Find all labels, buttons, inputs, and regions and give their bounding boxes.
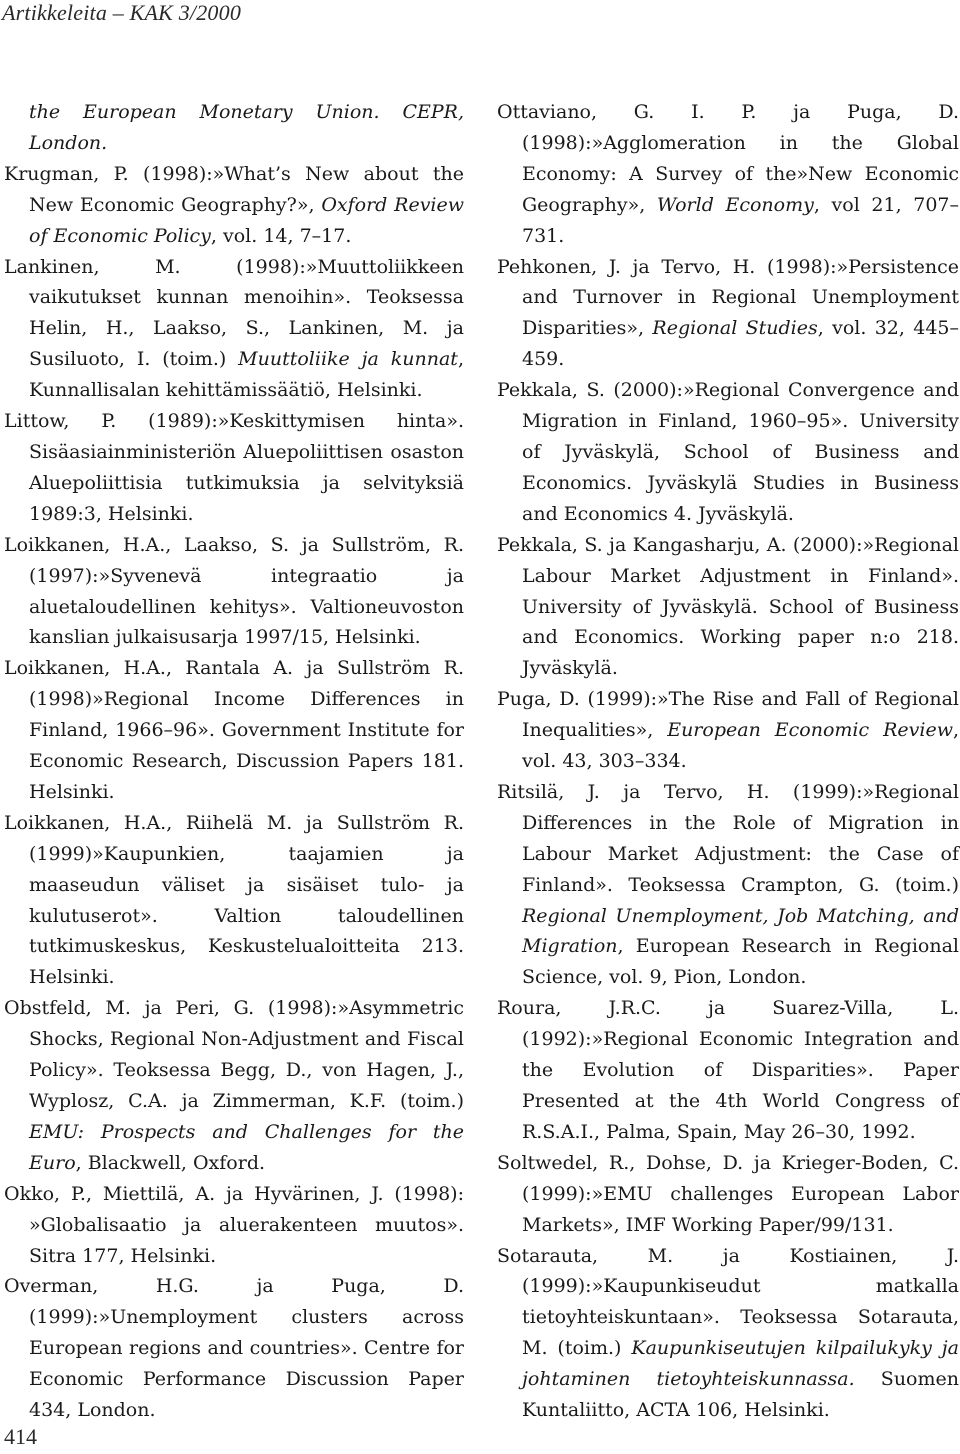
reference-text: Pekkala, S. ja Kangasharju, A. (2000):»Regional Labour Market Adjustment in Finland». University of Jyväskylä. School of Business and Economics. Working paper n:o 218. Jyväskylä. — [497, 533, 959, 680]
reference-title: the European Monetary Union. CEPR, London. — [29, 101, 464, 154]
reference-entry — [497, 530, 959, 685]
reference-entry — [497, 993, 959, 1148]
reference-text: Roura, J.R.C. ja Suarez-Villa, L. (1992):»Regional Economic Integration and the Evolution of Disparities». Paper Presented at the 4th World Congress of R.S.A.I., Palma, Spain, May 26–30, 1992. — [497, 997, 959, 1143]
reference-text: Loikkanen, H.A., Riihelä M. ja Sullström R. (1999)»Kaupunkien, taajamien ja maaseudun väliset ja sisäiset tulo- ja kulutuserot». Valtion taloudellinen tutkimuskeskus, Keskustelualoitteita 213. Helsinki. — [4, 811, 464, 989]
reference-text: , vol. 14, 7–17. — [210, 224, 352, 247]
reference-entry — [4, 993, 464, 1178]
reference-title: Kaupunkiseutujen kilpailukyky ja johtaminen tietoyhteiskunnassa. — [522, 1337, 959, 1391]
reference-entry — [4, 1271, 464, 1426]
reference-title: Regional Unemployment, Job Matching, and Migration — [522, 904, 959, 958]
reference-text: Puga, D. (1999):»The Rise and Fall of Regional Inequalities», — [497, 688, 959, 742]
reference-entry — [4, 1179, 464, 1272]
reference-entry — [4, 159, 464, 252]
references-left-column — [4, 97, 464, 1426]
reference-entry — [497, 1148, 959, 1241]
reference-title: Muuttoliike ja kunnat — [238, 348, 458, 371]
reference-text: , vol. 43, 303–334. — [522, 719, 959, 773]
reference-text: , vol 21, 707–731. — [522, 193, 959, 247]
reference-title: Regional Studies — [652, 317, 818, 340]
reference-text: Pehkonen, J. ja Tervo, H. (1998):»Persistence and Turnover in Regional Unemployment Disparities», — [497, 255, 959, 340]
reference-text: Krugman, P. (1998):»What’s New about the New Economic Geography?», — [4, 162, 464, 216]
reference-text: , vol. 32, 445–459. — [522, 317, 959, 371]
reference-entry — [497, 1241, 959, 1426]
reference-title: World Economy — [656, 193, 814, 216]
references-right-column — [497, 97, 959, 1426]
reference-entry — [497, 375, 959, 530]
reference-text: Loikkanen, H.A., Laakso, S. ja Sullström, R. (1997):»Syvenevä integraatio ja aluetaloudellinen kehitys». Valtioneuvoston kanslian julkaisusarja 1997/15, Helsinki. — [4, 533, 464, 649]
reference-text: Okko, P., Miettilä, A. ja Hyvärinen, J. (1998): »Globalisaatio ja aluerakenteen muutos». Sitra 177, Helsinki. — [4, 1182, 464, 1267]
running-header: Artikkeleita – KAK 3/2000 — [2, 0, 242, 25]
reference-text: Soltwedel, R., Dohse, D. ja Krieger-Boden, C. (1999):»EMU challenges European Labor Markets», IMF Working Paper/99/131. — [497, 1151, 959, 1236]
reference-text: , Kunnallisalan kehittämissäätiö, Helsinki. — [29, 348, 464, 402]
reference-entry — [497, 252, 959, 376]
reference-title: European Economic Review — [667, 719, 953, 742]
reference-text: Obstfeld, M. ja Peri, G. (1998):»Asymmetric Shocks, Regional Non-Adjustment and Fiscal Policy». Teoksessa Begg, D., von Hagen, J., Wyplosz, C.A. ja Zimmerman, K.F. (toim.) — [4, 997, 464, 1112]
reference-entry — [497, 777, 959, 993]
reference-entry — [497, 97, 959, 252]
reference-entry — [4, 653, 464, 808]
reference-text: Lankinen, M. (1998):»Muuttoliikkeen vaikutukset kunnan menoihin». Teoksessa Helin, H., Laakso, S., Lankinen, M. ja Susiluoto, I. (toim.) — [4, 255, 464, 371]
reference-text: , Blackwell, Oxford. — [75, 1151, 266, 1174]
reference-entry — [4, 97, 464, 159]
reference-text: Littow, P. (1989):»Keskittymisen hinta». Sisäasiainministeriön Aluepoliittisen osaston Aluepoliittisia tutkimuksia ja selvityksiä 1989:3, Helsinki. — [4, 410, 464, 525]
reference-text: Ritsilä, J. ja Tervo, H. (1999):»Regional Differences in the Role of Migration in Labour Market Adjustment: the Case of Finland». Teoksessa Crampton, G. (toim.) — [497, 780, 959, 896]
reference-entry — [497, 684, 959, 777]
reference-text: Overman, H.G. ja Puga, D. (1999):»Unemployment clusters across European regions and countries». Centre for Economic Performance Discussion Paper 434, London. — [4, 1275, 464, 1422]
reference-entry — [4, 252, 464, 407]
page-number: 414 — [4, 1424, 37, 1449]
reference-title: EMU: Prospects and Challenges for the Euro — [29, 1120, 464, 1174]
reference-text: Pekkala, S. (2000):»Regional Convergence and Migration in Finland, 1960–95». University of Jyväskylä, School of Business and Economics. Jyväskylä Studies in Business and Economics 4. Jyväskylä. — [497, 379, 959, 525]
reference-text: Loikkanen, H.A., Rantala A. ja Sullström R. (1998)»Regional Income Differences in Finland, 1966–96». Government Institute for Economic Research, Discussion Papers 181. Helsinki. — [4, 657, 464, 803]
reference-entry — [4, 808, 464, 993]
reference-title: Oxford Review of Economic Policy — [29, 193, 465, 247]
reference-entry — [4, 406, 464, 530]
reference-text: Suomen Kuntaliitto, ACTA 106, Helsinki. — [522, 1368, 959, 1422]
reference-entry — [4, 530, 464, 654]
reference-text: , European Research in Regional Science, vol. 9, Pion, London. — [522, 935, 959, 989]
reference-text: Sotarauta, M. ja Kostiainen, J. (1999):»Kaupunkiseudut matkalla tietoyhteiskuntaan». Teoksessa Sotarauta, M. (toim.) — [497, 1244, 959, 1360]
reference-text: Ottaviano, G. I. P. ja Puga, D. (1998):»Agglomeration in the Global Economy: A Survey of the»New Economic Geography», — [497, 101, 959, 216]
